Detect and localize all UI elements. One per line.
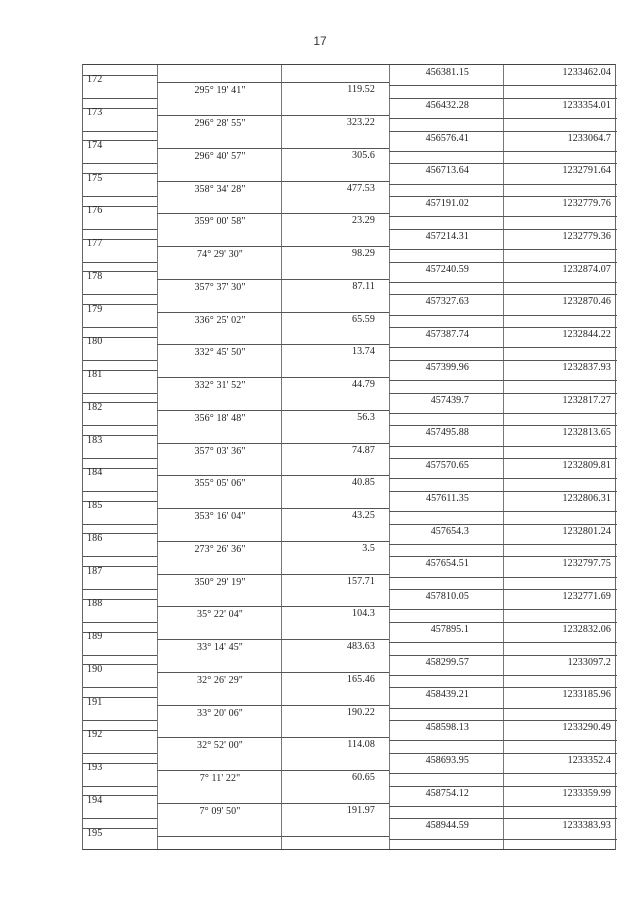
bearing-angle: 350° 29' 19" bbox=[194, 576, 246, 588]
segment-length: 477.53 bbox=[346, 182, 375, 194]
coordinate-y: 1232779.36 bbox=[562, 230, 611, 242]
segment-length: 190.22 bbox=[346, 706, 375, 718]
coordinate-x: 458944.59 bbox=[425, 820, 469, 832]
row-divider bbox=[83, 163, 157, 164]
segment-length: 56.3 bbox=[357, 411, 375, 423]
coordinate-y: 1232870.46 bbox=[562, 296, 611, 308]
bearing-angle: 296° 40' 57" bbox=[194, 150, 246, 162]
row-divider bbox=[389, 478, 617, 479]
coordinate-x: 457439.7 bbox=[430, 394, 469, 406]
row-divider bbox=[389, 446, 617, 447]
column-divider bbox=[157, 65, 158, 849]
bearing-angle: 356° 18' 48" bbox=[194, 412, 246, 424]
row-divider bbox=[83, 818, 157, 819]
row-divider bbox=[83, 196, 157, 197]
row-divider bbox=[389, 249, 617, 250]
row-divider bbox=[389, 577, 617, 578]
row-divider bbox=[83, 786, 157, 787]
point-number: 189 bbox=[87, 631, 103, 643]
coordinate-y: 1233290.49 bbox=[562, 722, 611, 733]
coordinate-y: 1233064.7 bbox=[567, 132, 611, 144]
bearing-angle: 359° 00' 58" bbox=[194, 216, 246, 228]
coordinate-x: 456576.41 bbox=[425, 132, 469, 144]
segment-length: 23.29 bbox=[352, 215, 375, 227]
bearing-angle: 7° 09' 50" bbox=[199, 805, 241, 817]
row-divider bbox=[389, 708, 617, 709]
segment-length: 65.59 bbox=[352, 313, 375, 325]
point-number: 180 bbox=[87, 336, 103, 348]
segment-length: 483.63 bbox=[346, 641, 375, 653]
point-number: 187 bbox=[87, 565, 103, 577]
bearing-angle: 353° 16' 04" bbox=[194, 511, 246, 523]
point-number: 175 bbox=[87, 172, 103, 184]
point-number: 181 bbox=[87, 369, 103, 381]
coordinate-y: 1232837.93 bbox=[562, 361, 611, 373]
coordinate-y: 1233097.2 bbox=[567, 656, 611, 668]
row-divider bbox=[389, 806, 617, 807]
bearing-angle: 295° 19' 41" bbox=[194, 85, 246, 97]
row-divider bbox=[83, 327, 157, 328]
column-divider bbox=[503, 65, 504, 849]
coordinate-x: 457327.63 bbox=[425, 296, 469, 308]
point-number: 195 bbox=[87, 827, 103, 839]
column-divider bbox=[389, 65, 390, 849]
segment-length: 191.97 bbox=[346, 804, 375, 816]
coordinate-y: 1232832.06 bbox=[562, 623, 611, 635]
row-divider bbox=[83, 131, 157, 132]
row-divider bbox=[389, 511, 617, 512]
row-divider bbox=[83, 393, 157, 394]
coordinate-y: 1232809.81 bbox=[562, 460, 611, 471]
point-number: 172 bbox=[87, 74, 103, 86]
coordinate-x: 457191.02 bbox=[425, 198, 469, 209]
coordinate-y: 1232844.22 bbox=[562, 329, 611, 340]
coordinate-x: 457399.96 bbox=[425, 361, 469, 373]
row-divider bbox=[83, 655, 157, 656]
coordinate-x: 457387.74 bbox=[425, 329, 469, 340]
bearing-angle: 74° 29' 30" bbox=[197, 249, 243, 261]
row-divider bbox=[389, 544, 617, 545]
point-number: 188 bbox=[87, 598, 103, 610]
bearing-angle: 296° 28' 55" bbox=[194, 118, 246, 130]
coordinate-x: 456381.15 bbox=[425, 67, 469, 78]
point-number: 174 bbox=[87, 139, 103, 151]
point-number: 184 bbox=[87, 467, 103, 479]
coordinates-table bbox=[82, 64, 616, 850]
row-divider bbox=[389, 675, 617, 676]
row-divider bbox=[83, 589, 157, 590]
row-divider bbox=[83, 524, 157, 525]
row-divider bbox=[83, 687, 157, 688]
coordinate-x: 457654.3 bbox=[430, 525, 469, 537]
segment-length: 104.3 bbox=[352, 608, 375, 620]
row-divider bbox=[389, 380, 617, 381]
segment-length: 98.29 bbox=[352, 248, 375, 260]
row-divider bbox=[83, 753, 157, 754]
point-number: 190 bbox=[87, 663, 103, 675]
coordinate-y: 1233462.04 bbox=[562, 67, 611, 78]
segment-length: 165.46 bbox=[346, 673, 375, 685]
bearing-angle: 33° 20' 06" bbox=[197, 707, 243, 719]
row-divider bbox=[83, 294, 157, 295]
coordinate-y: 1232797.75 bbox=[562, 558, 611, 570]
bearing-angle: 332° 45' 50" bbox=[194, 347, 246, 359]
coordinate-y: 1232813.65 bbox=[562, 427, 611, 439]
coordinate-x: 457654.51 bbox=[425, 558, 469, 570]
row-divider bbox=[83, 491, 157, 492]
row-divider bbox=[83, 229, 157, 230]
segment-length: 119.52 bbox=[347, 84, 375, 96]
coordinate-y: 1232874.07 bbox=[562, 263, 611, 275]
row-divider bbox=[83, 98, 157, 99]
row-divider bbox=[389, 413, 617, 414]
row-divider bbox=[389, 85, 617, 86]
column-divider bbox=[281, 65, 282, 849]
bearing-angle: 32° 26' 29" bbox=[197, 674, 243, 686]
bearing-angle: 33° 14' 45" bbox=[197, 642, 243, 654]
row-divider bbox=[389, 347, 617, 348]
row-divider bbox=[389, 216, 617, 217]
bearing-angle: 273° 26' 36" bbox=[194, 543, 246, 555]
bearing-angle: 7° 11' 22" bbox=[199, 773, 241, 785]
row-divider bbox=[389, 740, 617, 741]
point-number: 192 bbox=[87, 729, 103, 741]
coordinate-x: 457895.1 bbox=[430, 623, 469, 635]
point-number: 194 bbox=[87, 794, 103, 806]
point-number: 177 bbox=[87, 238, 103, 250]
coordinate-x: 457810.05 bbox=[425, 591, 469, 602]
bearing-angle: 336° 25' 02" bbox=[194, 314, 246, 326]
coordinate-x: 458693.95 bbox=[425, 754, 469, 766]
coordinate-x: 457495.88 bbox=[425, 427, 469, 439]
segment-length: 13.74 bbox=[352, 346, 375, 358]
row-divider bbox=[83, 720, 157, 721]
row-divider bbox=[83, 556, 157, 557]
segment-length: 60.65 bbox=[352, 772, 375, 784]
segment-length: 44.79 bbox=[352, 379, 375, 391]
row-divider bbox=[83, 458, 157, 459]
point-number: 176 bbox=[87, 205, 103, 217]
coordinate-y: 1232801.24 bbox=[562, 525, 611, 537]
point-number: 185 bbox=[87, 500, 103, 512]
point-number: 173 bbox=[87, 107, 103, 119]
coordinate-y: 1232771.69 bbox=[562, 591, 611, 602]
segment-length: 87.11 bbox=[352, 280, 375, 292]
row-divider bbox=[389, 773, 617, 774]
point-number: 183 bbox=[87, 434, 103, 446]
point-number: 179 bbox=[87, 303, 103, 315]
row-divider bbox=[389, 151, 617, 152]
segment-length: 305.6 bbox=[352, 149, 375, 161]
segment-length: 74.87 bbox=[352, 444, 375, 456]
coordinate-x: 457570.65 bbox=[425, 460, 469, 471]
bearing-angle: 32° 52' 00" bbox=[197, 740, 243, 752]
row-divider bbox=[83, 622, 157, 623]
coordinate-y: 1232806.31 bbox=[562, 492, 611, 504]
bearing-angle: 35° 22' 04" bbox=[197, 609, 243, 621]
segment-length: 157.71 bbox=[346, 575, 375, 587]
coordinate-y: 1233383.93 bbox=[562, 820, 611, 832]
point-number: 191 bbox=[87, 696, 103, 708]
coordinate-y: 1233352.4 bbox=[567, 754, 611, 766]
segment-length: 323.22 bbox=[346, 117, 375, 129]
bearing-angle: 355° 05' 06" bbox=[194, 478, 246, 490]
segment-length: 114.08 bbox=[347, 739, 375, 751]
coordinate-y: 1233185.96 bbox=[562, 689, 611, 701]
point-number: 182 bbox=[87, 401, 103, 413]
row-divider bbox=[389, 315, 617, 316]
segment-length: 43.25 bbox=[352, 510, 375, 522]
page-number: 17 bbox=[313, 34, 327, 48]
coordinate-x: 458598.13 bbox=[425, 722, 469, 733]
segment-length: 40.85 bbox=[352, 477, 375, 489]
coordinate-x: 458439.21 bbox=[425, 689, 469, 701]
coordinate-x: 457214.31 bbox=[425, 230, 469, 242]
coordinate-x: 458299.57 bbox=[425, 656, 469, 668]
coordinate-x: 457240.59 bbox=[425, 263, 469, 275]
point-number: 193 bbox=[87, 762, 103, 774]
row-divider bbox=[83, 425, 157, 426]
point-number: 186 bbox=[87, 532, 103, 544]
row-divider bbox=[389, 642, 617, 643]
row-divider bbox=[157, 836, 389, 837]
coordinate-x: 457611.35 bbox=[425, 492, 469, 504]
coordinate-y: 1233354.01 bbox=[562, 99, 611, 111]
row-divider bbox=[389, 118, 617, 119]
row-divider bbox=[83, 360, 157, 361]
bearing-angle: 357° 37' 30" bbox=[194, 281, 246, 293]
segment-length: 3.5 bbox=[362, 542, 375, 554]
bearing-angle: 358° 34' 28" bbox=[194, 183, 246, 195]
bearing-angle: 332° 31' 52" bbox=[194, 380, 246, 392]
row-divider bbox=[83, 262, 157, 263]
row-divider bbox=[389, 184, 617, 185]
coordinate-y: 1232779.76 bbox=[562, 198, 611, 209]
coordinate-y: 1232791.64 bbox=[562, 165, 611, 177]
row-divider bbox=[389, 609, 617, 610]
point-number: 178 bbox=[87, 270, 103, 282]
coordinate-x: 458754.12 bbox=[425, 787, 469, 799]
coordinate-x: 456432.28 bbox=[425, 99, 469, 111]
coordinate-y: 1233359.99 bbox=[562, 787, 611, 799]
coordinate-y: 1232817.27 bbox=[562, 394, 611, 406]
row-divider bbox=[389, 282, 617, 283]
row-divider bbox=[389, 839, 617, 840]
bearing-angle: 357° 03' 36" bbox=[194, 445, 246, 457]
coordinate-x: 456713.64 bbox=[425, 165, 469, 177]
